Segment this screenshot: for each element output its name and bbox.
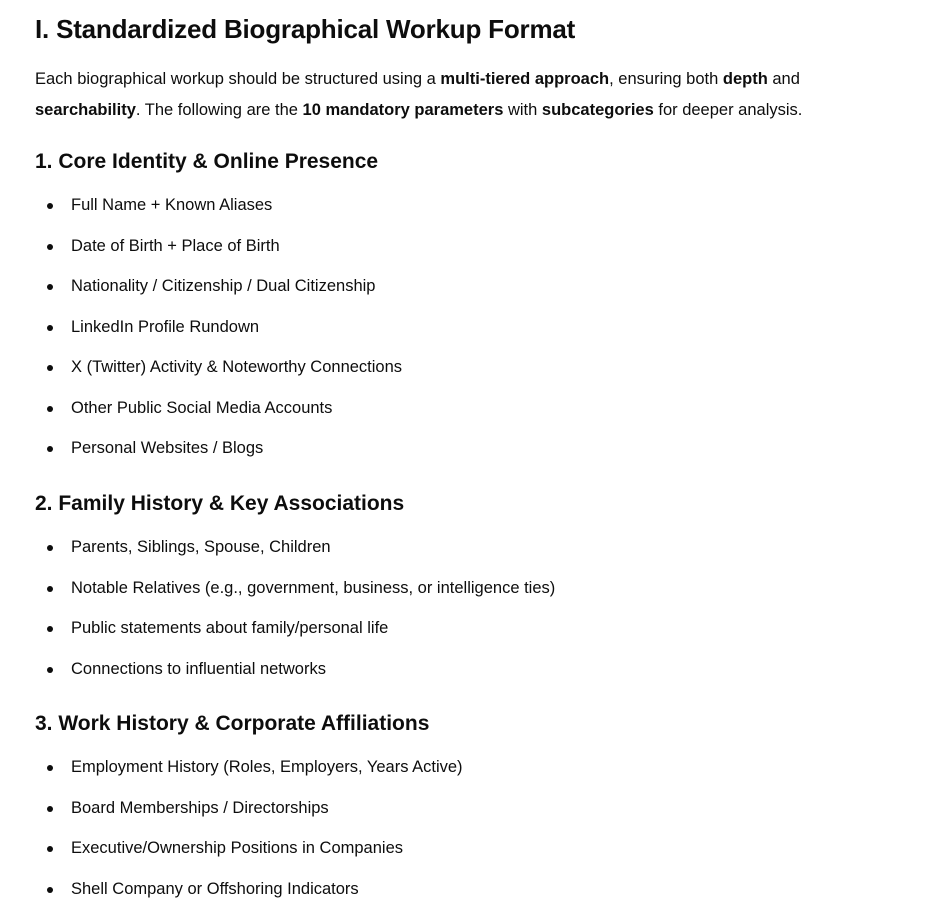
- bullet-icon: [47, 586, 53, 592]
- bullet-icon: [47, 406, 53, 412]
- list-item: [35, 274, 402, 315]
- list-item: [35, 616, 555, 657]
- bullet-list: [35, 535, 555, 697]
- page-title: I. Standardized Biographical Workup Format: [35, 14, 575, 45]
- bullet-icon: [47, 545, 53, 551]
- list-item-text: Executive/Ownership Positions in Companies: [71, 839, 403, 857]
- list-item-text: Public statements about family/personal life: [71, 619, 388, 637]
- list-item: [35, 576, 555, 617]
- list-item: [35, 436, 402, 477]
- list-item-text: Employment History (Roles, Employers, Years Active): [71, 758, 463, 776]
- bullet-icon: [47, 667, 53, 673]
- list-item-text: Nationality / Citizenship / Dual Citizenship: [71, 277, 375, 295]
- bullet-icon: [47, 325, 53, 331]
- bullet-icon: [47, 626, 53, 632]
- intro-text: for deeper analysis.: [654, 101, 803, 119]
- list-item: [35, 535, 555, 576]
- bullet-icon: [47, 765, 53, 771]
- list-item: [35, 355, 402, 396]
- bullet-icon: [47, 446, 53, 452]
- intro-text: Each biographical workup should be structured using a: [35, 70, 440, 88]
- list-item: [35, 315, 402, 356]
- intro-bold: depth: [723, 70, 768, 88]
- list-item-text: Notable Relatives (e.g., government, business, or intelligence ties): [71, 579, 555, 597]
- list-item-text: Board Memberships / Directorships: [71, 799, 329, 817]
- bullet-icon: [47, 284, 53, 290]
- list-item: [35, 836, 463, 877]
- bullet-list: [35, 755, 463, 917]
- list-item-text: LinkedIn Profile Rundown: [71, 318, 259, 336]
- list-item: [35, 877, 463, 917]
- intro-text: , ensuring both: [609, 70, 723, 88]
- bullet-icon: [47, 244, 53, 250]
- list-item-text: Full Name + Known Aliases: [71, 196, 272, 214]
- intro-text: and: [768, 70, 800, 88]
- section-heading: 1. Core Identity & Online Presence: [35, 150, 378, 174]
- list-item-text: X (Twitter) Activity & Noteworthy Connections: [71, 358, 402, 376]
- section-heading: 3. Work History & Corporate Affiliations: [35, 712, 429, 736]
- intro-text: with: [503, 101, 542, 119]
- bullet-icon: [47, 365, 53, 371]
- list-item: [35, 396, 402, 437]
- list-item-text: Personal Websites / Blogs: [71, 439, 263, 457]
- list-item: [35, 234, 402, 275]
- list-item-text: Parents, Siblings, Spouse, Children: [71, 538, 331, 556]
- intro-bold: searchability: [35, 101, 136, 119]
- list-item: [35, 755, 463, 796]
- list-item-text: Other Public Social Media Accounts: [71, 399, 332, 417]
- bullet-icon: [47, 887, 53, 893]
- section-heading: 2. Family History & Key Associations: [35, 492, 404, 516]
- list-item: [35, 657, 555, 698]
- bullet-icon: [47, 203, 53, 209]
- intro-bold: subcategories: [542, 101, 654, 119]
- list-item-text: Shell Company or Offshoring Indicators: [71, 880, 359, 898]
- bullet-icon: [47, 806, 53, 812]
- intro-text: . The following are the: [136, 101, 303, 119]
- list-item: [35, 796, 463, 837]
- intro-bold: 10 mandatory parameters: [303, 101, 504, 119]
- intro-bold: multi-tiered approach: [440, 70, 609, 88]
- bullet-list: [35, 193, 402, 477]
- bullet-icon: [47, 846, 53, 852]
- list-item: [35, 193, 402, 234]
- list-item-text: Connections to influential networks: [71, 660, 326, 678]
- list-item-text: Date of Birth + Place of Birth: [71, 237, 280, 255]
- intro-paragraph: [35, 64, 895, 126]
